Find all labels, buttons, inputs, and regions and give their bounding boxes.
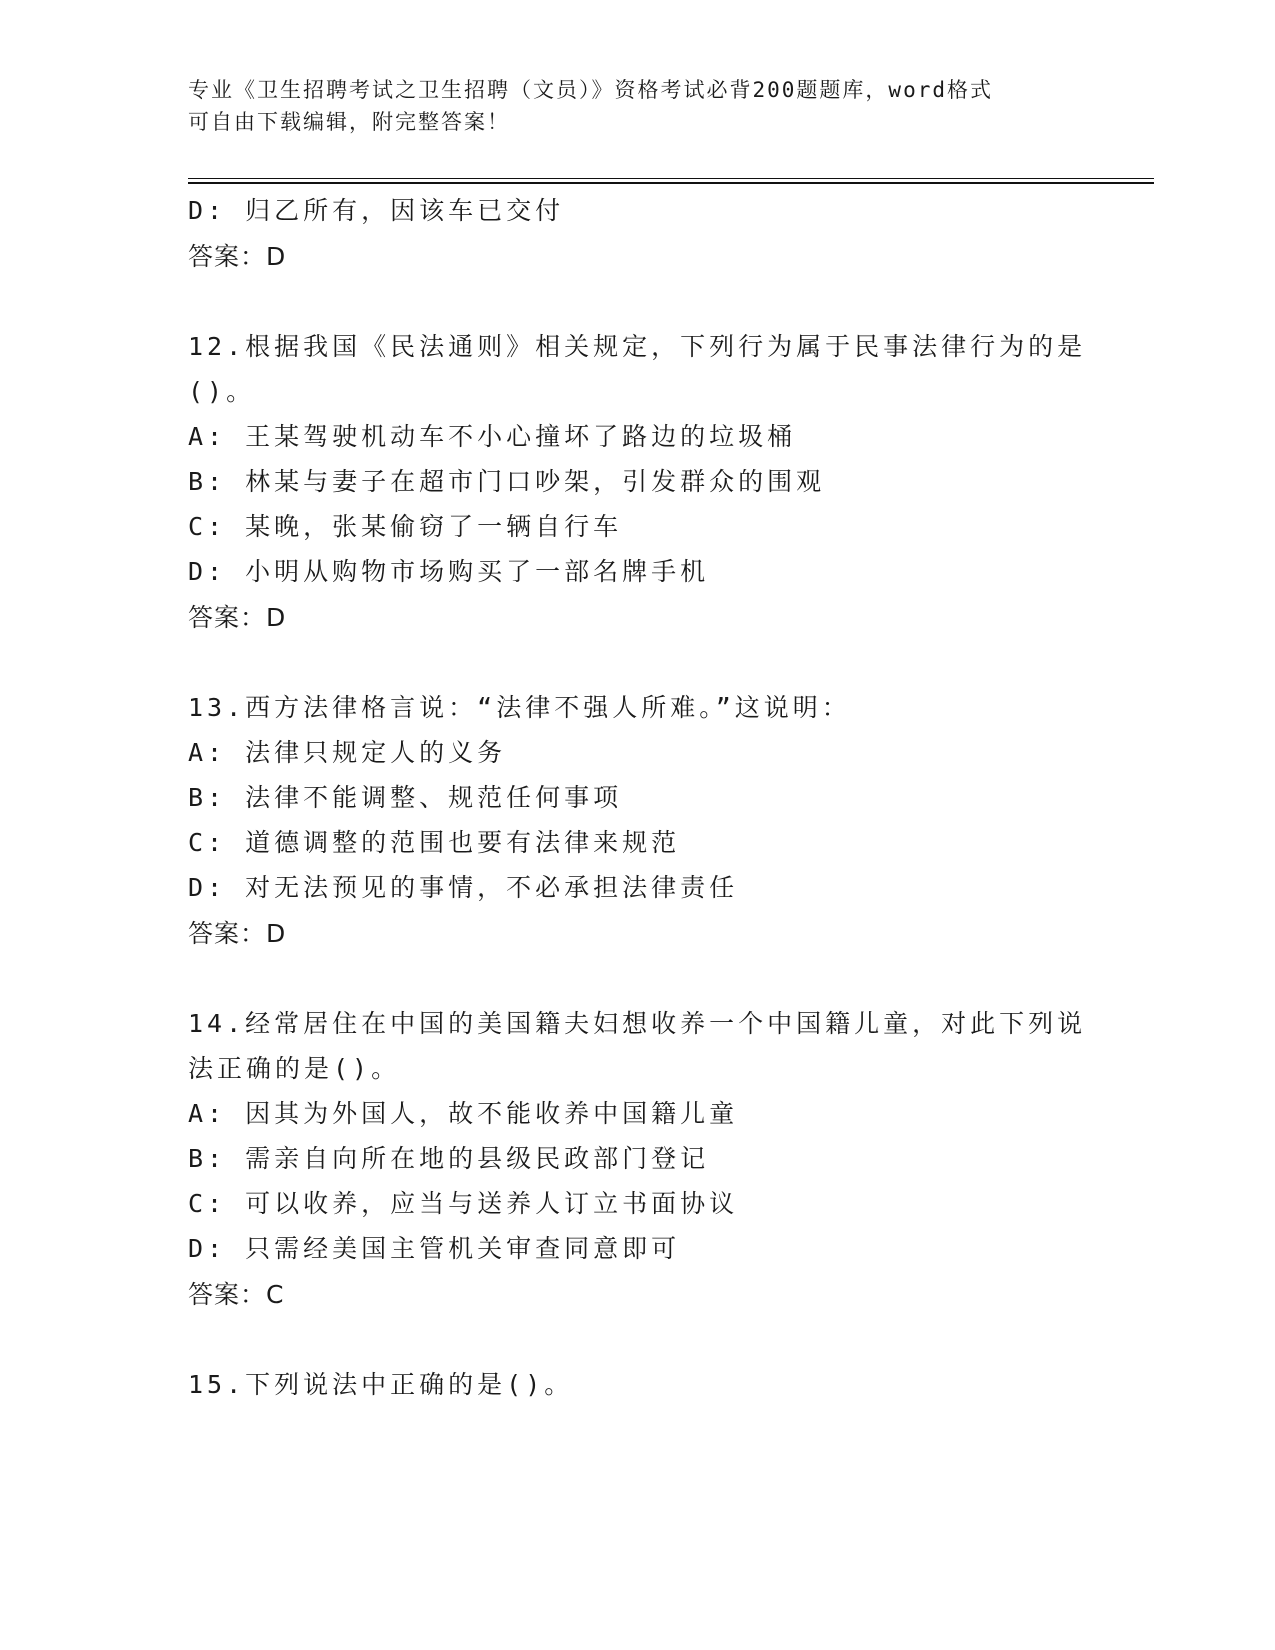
question-stem (188, 324, 1088, 414)
option-a: A: 王某驾驶机动车不小心撞坏了路边的垃圾桶 (188, 422, 797, 451)
document-header (188, 74, 1088, 138)
answer-line: 答案：C (188, 1280, 285, 1309)
option-b: B: 林某与妻子在超市门口吵架，引发群众的围观 (188, 467, 826, 496)
question-stem-line-2: 法正确的是()。 (188, 1054, 401, 1083)
question-stem-line-1: 12.根据我国《民法通则》相关规定，下列行为属于民事法律行为的是 (188, 332, 1087, 361)
question-content (188, 188, 1088, 1407)
question-stem (188, 1362, 1088, 1407)
header-line-1: 专业《卫生招聘考试之卫生招聘（文员）》资格考试必背200题题库，word格式 (188, 78, 993, 102)
option-c: C: 道德调整的范围也要有法律来规范 (188, 828, 681, 857)
option-d: D: 对无法预见的事情，不必承担法律责任 (188, 873, 739, 902)
option-a: A: 因其为外国人，故不能收养中国籍儿童 (188, 1099, 739, 1128)
question-15 (188, 1362, 1088, 1407)
question-stem-line-1: 13.西方法律格言说：“法律不强人所难。”这说明： (188, 693, 851, 722)
option-a: A: 法律只规定人的义务 (188, 738, 507, 767)
question-12 (188, 324, 1088, 641)
question-stem-line-1: 15.下列说法中正确的是()。 (188, 1370, 574, 1399)
header-rule-thick (188, 182, 1154, 184)
question-14 (188, 1001, 1088, 1318)
option-b: B: 法律不能调整、规范任何事项 (188, 783, 623, 812)
answer-line: 答案：D (188, 242, 287, 271)
question-stem (188, 1001, 1088, 1091)
option-c: C: 可以收养，应当与送养人订立书面协议 (188, 1189, 739, 1218)
question-13 (188, 685, 1088, 957)
option-d: D: 小明从购物市场购买了一部名牌手机 (188, 557, 710, 586)
option-b: B: 需亲自向所在地的县级民政部门登记 (188, 1144, 710, 1173)
option-d: D: 只需经美国主管机关审查同意即可 (188, 1234, 681, 1263)
answer-line: 答案：D (188, 919, 287, 948)
header-line-2: 可自由下载编辑，附完整答案！ (188, 110, 510, 134)
carryover-block (188, 188, 1088, 280)
question-stem-line-1: 14.经常居住在中国的美国籍夫妇想收养一个中国籍儿童，对此下列说 (188, 1009, 1087, 1038)
option-d: D: 归乙所有，因该车已交付 (188, 196, 565, 225)
question-stem (188, 685, 1088, 730)
question-stem-line-2: ()。 (188, 377, 256, 406)
answer-line: 答案：D (188, 603, 287, 632)
option-c: C: 某晚，张某偷窃了一辆自行车 (188, 512, 623, 541)
header-rule-thin (188, 178, 1154, 179)
